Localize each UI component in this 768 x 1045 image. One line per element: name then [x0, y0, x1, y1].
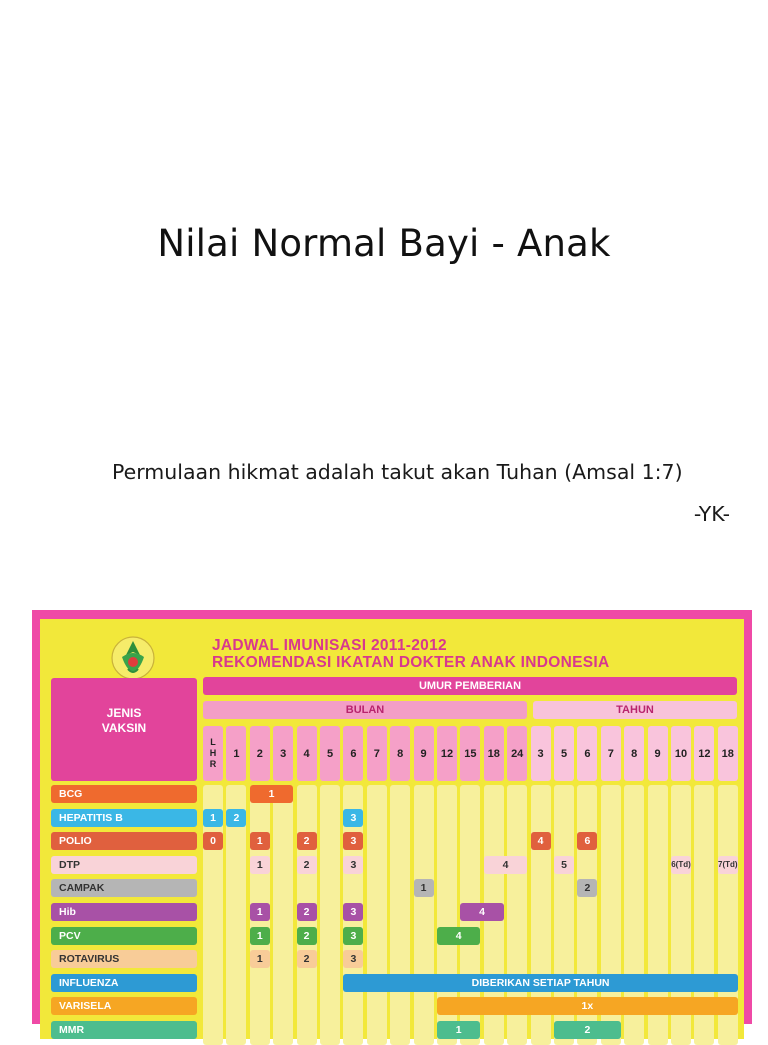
column-background — [367, 785, 387, 1045]
column-header: 6 — [343, 726, 363, 781]
column-header: L H R — [203, 726, 223, 781]
column-header: 4 — [297, 726, 317, 781]
schedule-cell: 2 — [554, 1021, 621, 1039]
vaccine-label: HEPATITIS B — [51, 809, 197, 827]
column-header: 9 — [414, 726, 434, 781]
poster-title-line1: JADWAL IMUNISASI 2011-2012 — [212, 637, 447, 654]
schedule-cell: 3 — [343, 809, 363, 827]
column-header: 24 — [507, 726, 527, 781]
column-header: 5 — [320, 726, 340, 781]
schedule-cell: 1 — [250, 903, 270, 921]
schedule-cell: 2 — [226, 809, 246, 827]
vaccine-label: INFLUENZA — [51, 974, 197, 992]
vaccine-label: DTP — [51, 856, 197, 874]
schedule-cell: DIBERIKAN SETIAP TAHUN — [343, 974, 737, 992]
schedule-cell: 7(Td) — [718, 856, 738, 874]
column-header: 6 — [577, 726, 597, 781]
column-header: 18 — [718, 726, 738, 781]
column-header: 2 — [250, 726, 270, 781]
bulan-header: BULAN — [203, 701, 527, 719]
schedule-cell: 4 — [437, 927, 480, 945]
schedule-cell: 2 — [297, 856, 317, 874]
vaccine-label: ROTAVIRUS — [51, 950, 197, 968]
vaccine-label: POLIO — [51, 832, 197, 850]
vaccine-label: MMR — [51, 1021, 197, 1039]
slide-signature: -YK- — [693, 502, 730, 526]
poster-title-line2: REKOMENDASI IKATAN DOKTER ANAK INDONESIA — [212, 654, 610, 671]
schedule-cell: 2 — [297, 832, 317, 850]
immunization-poster — [32, 610, 752, 1036]
schedule-cell: 3 — [343, 903, 363, 921]
vaccine-label: CAMPAK — [51, 879, 197, 897]
vaccine-label: Hib — [51, 903, 197, 921]
vaccine-label: VARISELA — [51, 997, 197, 1015]
schedule-cell: 4 — [460, 903, 503, 921]
column-header: 18 — [484, 726, 504, 781]
column-header: 5 — [554, 726, 574, 781]
slide-subtitle: Permulaan hikmat adalah takut akan Tuhan (Amsal 1:7) — [112, 460, 683, 484]
schedule-cell: 3 — [343, 832, 363, 850]
schedule-cell: 1 — [437, 1021, 480, 1039]
schedule-cell: 2 — [297, 903, 317, 921]
column-header: 1 — [226, 726, 246, 781]
schedule-cell: 1 — [250, 950, 270, 968]
schedule-cell: 6(Td) — [671, 856, 691, 874]
column-header: 7 — [601, 726, 621, 781]
column-header: 3 — [273, 726, 293, 781]
column-header: 3 — [531, 726, 551, 781]
schedule-cell: 2 — [577, 879, 597, 897]
idai-logo-icon — [110, 635, 156, 681]
schedule-cell: 2 — [297, 927, 317, 945]
vaccine-label: PCV — [51, 927, 197, 945]
column-background — [320, 785, 340, 1045]
vaccine-label: BCG — [51, 785, 197, 803]
jenis-vaksin-header — [51, 678, 197, 781]
schedule-cell: 1 — [250, 785, 293, 803]
column-header: 15 — [460, 726, 480, 781]
schedule-cell: 1 — [250, 832, 270, 850]
schedule-cell: 3 — [343, 927, 363, 945]
schedule-cell: 4 — [484, 856, 527, 874]
column-header: 10 — [671, 726, 691, 781]
poster-title — [212, 637, 610, 671]
schedule-cell: 1 — [203, 809, 223, 827]
column-header: 12 — [694, 726, 714, 781]
poster-panel — [40, 619, 744, 1039]
schedule-cell: 1 — [250, 927, 270, 945]
column-header: 9 — [648, 726, 668, 781]
schedule-cell: 0 — [203, 832, 223, 850]
schedule-cell: 5 — [554, 856, 574, 874]
schedule-cell: 3 — [343, 950, 363, 968]
schedule-cell: 6 — [577, 832, 597, 850]
jenis-label: JENIS — [106, 706, 142, 720]
column-header: 8 — [390, 726, 410, 781]
column-background — [414, 785, 434, 1045]
schedule-cell: 2 — [297, 950, 317, 968]
schedule-cell: 1x — [437, 997, 738, 1015]
column-background — [273, 785, 293, 1045]
schedule-cell: 3 — [343, 856, 363, 874]
column-header: 8 — [624, 726, 644, 781]
tahun-header: TAHUN — [533, 701, 737, 719]
slide-title: Nilai Normal Bayi - Anak — [157, 222, 611, 265]
column-background — [390, 785, 410, 1045]
schedule-cell: 4 — [531, 832, 551, 850]
schedule-cell: 1 — [250, 856, 270, 874]
vaksin-label: VAKSIN — [101, 721, 147, 735]
column-header: 12 — [437, 726, 457, 781]
schedule-cell: 1 — [414, 879, 434, 897]
column-header: 7 — [367, 726, 387, 781]
umur-pemberian-header: UMUR PEMBERIAN — [203, 677, 737, 695]
